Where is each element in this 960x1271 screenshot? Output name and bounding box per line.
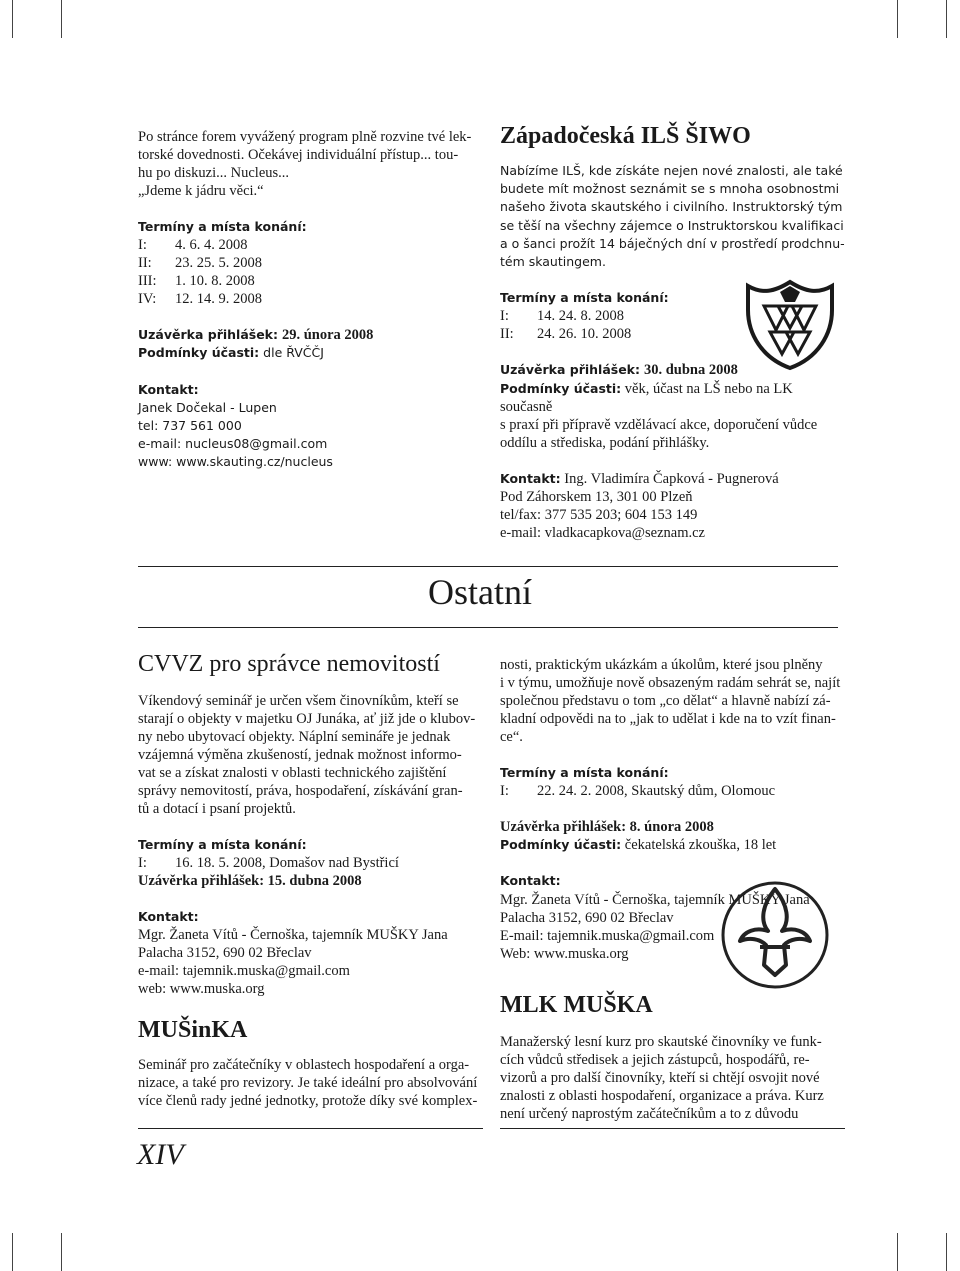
conditions-text: věk, účast na LŠ nebo na LK současně <box>500 380 793 415</box>
terms-label: Termíny a místa konání: <box>138 219 307 234</box>
text-line: Víkendový seminář je určen všem činovníkům, kteří se <box>138 693 459 709</box>
text-line: Nabízíme ILŠ, kde získáte nejen nové znalosti, ale také <box>500 163 843 178</box>
crop-mark <box>946 0 947 38</box>
text-line: znalosti z oblasti hospodaření, organizace a práva. Kurz <box>500 1087 824 1104</box>
crop-mark <box>946 1233 947 1271</box>
contact-email: e-mail: vladkacapkova@seznam.cz <box>500 525 705 542</box>
contact-label: Kontakt: <box>138 909 199 925</box>
term-key: I: <box>500 783 509 800</box>
terms-label: Termíny a místa konání: <box>138 837 307 852</box>
contact-email: e-mail: nucleus08@gmail.com <box>138 436 328 452</box>
text-line: více členů rady jedné jednotky, protože díky své komplex- <box>138 1093 478 1110</box>
term-value: 14. 24. 8. 2008 <box>537 308 624 325</box>
terms-label: Termíny a místa konání: <box>500 290 669 306</box>
contact-line: Janek Dočekal - Lupen <box>138 399 277 415</box>
text-line: ce“. <box>500 729 523 745</box>
column-end-rule <box>500 1128 845 1129</box>
contact-info <box>500 470 845 542</box>
section-rule <box>138 627 838 628</box>
deadline: Uzávěrka přihlášek: 8. února 2008 <box>500 819 714 836</box>
conditions-text: oddílu a střediska, podání přihlášky. <box>500 434 710 451</box>
text-line: starají o objekty v majetku OJ Junáka, ať již jde o klubov- <box>138 711 476 727</box>
deadline-value: 29. února 2008 <box>281 327 374 344</box>
section-title: Ostatní <box>428 572 532 612</box>
term-row <box>138 272 483 290</box>
text-line: Po stránce forem vyvážený program plně rozvine tvé lek- <box>138 129 472 145</box>
terms-label: Termíny a místa konání: <box>500 765 669 780</box>
text-line: „Jdeme k jádru věci.“ <box>138 183 264 199</box>
contact-info <box>138 926 483 998</box>
conditions-value: čekatelská zkouška, 18 let <box>621 837 777 854</box>
conditions-value: dle ŘVČČJ <box>263 345 324 361</box>
term-key: II: <box>500 326 514 343</box>
terms-list <box>138 236 483 308</box>
conditions <box>500 836 845 854</box>
text-line: a o šanci prožít 14 báječných dní v prostředí prodchnu- <box>500 235 845 251</box>
term-key: I: <box>138 855 147 872</box>
nucleus-block <box>138 128 483 472</box>
text-line: tů a dotací i psaní projektů. <box>138 801 296 817</box>
text-line: nosti, praktickým ukázkám a úkolům, které jsou plněny <box>500 657 823 673</box>
conditions-text: s praxí při přípravě vzdělávací akce, doporučení vůdce <box>500 416 818 433</box>
deadline-label: Uzávěrka přihlášek: <box>138 327 278 343</box>
contact-line: Palacha 3152, 690 02 Břeclav <box>500 909 674 926</box>
term-row <box>138 290 483 308</box>
crop-mark <box>12 0 13 38</box>
deadline: Uzávěrka přihlášek: 15. dubna 2008 <box>138 873 362 890</box>
term-value: 23. 25. 5. 2008 <box>175 255 262 272</box>
text-line: Manažerský lesní kurz pro skautské činovníky ve funk- <box>500 1033 822 1050</box>
cvvz-intro <box>138 692 483 818</box>
crop-mark <box>897 1233 898 1271</box>
term-key: IV: <box>138 291 157 308</box>
conditions-label: Podmínky účasti: <box>500 380 622 396</box>
term-key: I: <box>500 308 509 325</box>
crop-mark <box>61 1233 62 1271</box>
term-value: 12. 14. 9. 2008 <box>175 291 262 308</box>
text-line: i v týmu, umožňuje nově obsazeným radám sehrát se, najít <box>500 675 841 691</box>
deadline <box>138 326 483 344</box>
siwo-intro <box>500 162 845 271</box>
contact-email: e-mail: tajemnik.muska@gmail.com <box>138 963 350 980</box>
term-row <box>138 854 483 872</box>
contact-line: Palacha 3152, 690 02 Břeclav <box>138 945 312 962</box>
deadline-value: 30. dubna 2008 <box>643 362 738 379</box>
term-value: 16. 18. 5. 2008, Domašov nad Bystřicí <box>175 855 399 872</box>
text-line: kladní odpovědi na to „jak to udělat i kde na to vzít finan- <box>500 711 836 727</box>
contact-phone: tel/fax: 377 535 203; 604 153 149 <box>500 507 698 524</box>
term-row <box>138 254 483 272</box>
text-line: tém skautingem. <box>500 254 606 270</box>
conditions-label: Podmínky účasti: <box>138 345 260 361</box>
contact-label: Kontakt: <box>500 470 561 486</box>
text-line: nizace, a také pro revizory. Je také ideální pro absolvování <box>138 1075 478 1092</box>
crop-mark <box>61 0 62 38</box>
nucleus-intro <box>138 128 483 200</box>
cvvz-block <box>138 650 483 1110</box>
term-value: 1. 10. 8. 2008 <box>175 273 255 290</box>
mushinka-continued <box>500 656 845 746</box>
page-number: XIV <box>137 1138 184 1171</box>
term-row <box>138 236 483 254</box>
contact-label: Kontakt: <box>138 381 199 397</box>
column-end-rule <box>138 1128 483 1129</box>
mlk-title: MLK MUŠKA <box>500 991 653 1018</box>
contact-line: Mgr. Žaneta Vítů - Černoška, tajemník MUŠKY Jana <box>500 891 810 908</box>
mlk-intro <box>500 1033 845 1123</box>
text-line: našeho života skautského i civilního. Instruktorský tým <box>500 199 843 215</box>
term-key: I: <box>138 237 147 254</box>
crop-mark <box>12 1233 13 1271</box>
term-key: III: <box>138 273 157 290</box>
contact-web: www: www.skauting.cz/nucleus <box>138 454 333 470</box>
contact-info <box>138 399 483 472</box>
contact-email: E-mail: tajemnik.muska@gmail.com <box>500 927 715 944</box>
conditions-label: Podmínky účasti: <box>500 837 622 853</box>
siwo-logo-icon <box>740 272 840 372</box>
text-line: ny nebo ubytovací objekty. Náplní semináře je jednak <box>138 729 451 745</box>
text-line: hu po diskuzi... Nucleus... <box>138 165 290 181</box>
terms-list <box>138 854 483 872</box>
text-line: vizorů a pro další činovníky, kteří si chtějí osvojit nové <box>500 1069 820 1086</box>
contact-line: tel: 737 561 000 <box>138 418 242 434</box>
contact-web: web: www.muska.org <box>138 981 265 998</box>
text-line: vzájemná výměna zkušeností, jednak možnost informo- <box>138 747 462 763</box>
term-value: 22. 24. 2. 2008, Skautský dům, Olomouc <box>537 783 776 800</box>
term-key: II: <box>138 255 152 272</box>
crop-mark <box>897 0 898 38</box>
text-line: není určený naprostým začátečníkům a to z důvodu <box>500 1105 799 1122</box>
conditions <box>138 344 483 362</box>
text-line: vat se a získat znalosti v oblasti technického zajištění <box>138 765 447 781</box>
cvvz-title: CVVZ pro správce nemovitostí <box>138 651 440 677</box>
contact-line: Mgr. Žaneta Vítů - Černoška, tajemník MUŠKY Jana <box>138 927 448 944</box>
contact-line: Ing. Vladimíra Čapková - Pugnerová <box>560 470 779 487</box>
contact-web: Web: www.muska.org <box>500 945 629 962</box>
siwo-title: Západočeská ILŠ ŠIWO <box>500 123 751 149</box>
text-line: torské dovednosti. Očekávej individuální přístup... tou- <box>138 147 459 163</box>
text-line: Seminář pro začátečníky v oblastech hospodaření a orga- <box>138 1057 470 1074</box>
mushinka-intro <box>138 1056 483 1110</box>
term-value: 24. 26. 10. 2008 <box>537 326 632 343</box>
terms-list <box>500 782 845 800</box>
muska-logo-icon <box>720 875 830 995</box>
contact-label: Kontakt: <box>500 873 561 889</box>
conditions <box>500 380 845 452</box>
deadline-label: Uzávěrka přihlášek: <box>500 362 640 378</box>
term-value: 4. 6. 4. 2008 <box>175 237 248 254</box>
text-line: společnou představu o tom „co dělat“ a hlavně nabízí zá- <box>500 693 831 709</box>
text-line: správy nemovitostí, práva, hospodaření, získávání gran- <box>138 783 463 799</box>
contact-line: Pod Záhorskem 13, 301 00 Plzeň <box>500 489 693 506</box>
mushinka-title: MUŠinKA <box>138 1017 248 1044</box>
section-rule <box>138 566 838 567</box>
text-line: se těší na všechny zájemce o Instruktorskou kvalifikaci <box>500 217 844 233</box>
text-line: cích vůdců středisek a jejich zástupců, hospodářů, re- <box>500 1051 810 1068</box>
term-row <box>500 782 845 800</box>
text-line: budete mít možnost seznámit se s mnoha osobnostmi <box>500 181 840 197</box>
